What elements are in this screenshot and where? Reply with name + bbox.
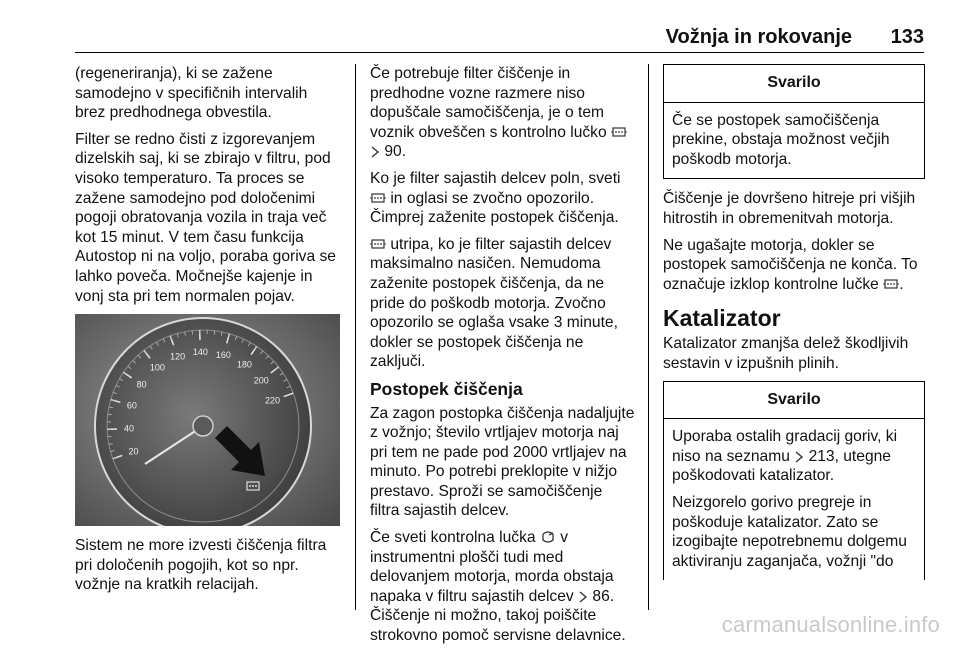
- paragraph: Ne ugašajte motorja, dokler se postopek samočiščenja ne konča. To označuje izklop kontrolne lučke .: [663, 236, 925, 295]
- page-title: Vožnja in rokovanje: [666, 26, 852, 49]
- page-header: [75, 24, 924, 52]
- gauge-label: 60: [127, 401, 137, 411]
- warning-body: [664, 419, 924, 580]
- paragraph: Če potrebuje filter čiščenje in predhodne vozne razmere niso dopuščale samočiščenja, je o tem voznik obveščen s kontrolno lučko 90.: [370, 64, 635, 162]
- gauge-label: 180: [237, 360, 252, 370]
- column-3: [663, 64, 925, 580]
- warning-body: [664, 103, 924, 179]
- warning-text: Uporaba ostalih gradacij goriv, ki niso na seznamu 213, utegne poškodovati katalizator.: [672, 427, 916, 486]
- paragraph: Za zagon postopka čiščenja nadaljujte z vožnjo; število vrtljajev motorja naj pri tem ne pade pod 2000 vrtljajev na minuto. Po potrebi preklopite v nižjo prestavo. Sproži se samočiščenje filtra sajastih delcev.: [370, 404, 635, 522]
- watermark: carmanualsonline.info: [722, 612, 940, 638]
- gauge-label: 200: [254, 376, 269, 386]
- warning-title: Svarilo: [664, 382, 924, 420]
- column-divider: [648, 64, 649, 610]
- paragraph: Če sveti kontrolna lučka v instrumentni plošči tudi med delovanjem motorja, morda obstaja napaka v filtru sajastih delcev 86. Čiščenje ni možno, takoj poiščite strokovno pomoč servisne delavnice.: [370, 528, 635, 646]
- header-rule: [75, 52, 924, 53]
- warning-text: Če se postopek samočiščenja prekine, obstaja možnost večjih poškodb motorja.: [672, 111, 916, 170]
- warning-box: [663, 381, 925, 581]
- page-number: 133: [891, 26, 924, 49]
- paragraph: utripa, ko je filter sajastih delcev maksimalno nasičen. Nemudoma zaženite postopek čiščenja, da ne pride do poškodb motorja. Zvočno opozorilo se oglaša vsake 3 minute, dokler se postopek čiščenja ne zaključi.: [370, 235, 635, 372]
- dpf-warning-icon: [611, 125, 627, 139]
- gauge-label: 120: [170, 352, 185, 362]
- paragraph: Sistem ne more izvesti čiščenja filtra pri določenih pogojih, kot so npr. vožnje na kratkih relacijah.: [75, 536, 340, 595]
- paragraph: Katalizator zmanjša delež škodljivih sestavin v izpušnih plinih.: [663, 334, 925, 373]
- gauge-label: 40: [124, 424, 134, 434]
- warning-text: Neizgorelo gorivo pregreje in poškoduje katalizator. Zato se izogibajte nepotrebnemu dolgemu aktiviranju zaganjača, vožnji "do: [672, 493, 916, 571]
- paragraph: Čiščenje je dovršeno hitreje pri višjih hitrostih in obremenitvah motorja.: [663, 189, 925, 228]
- gauge-label: 160: [216, 350, 231, 360]
- gauge-label: 220: [265, 396, 280, 406]
- column-2: [370, 64, 635, 653]
- page-reference-icon: [794, 451, 804, 463]
- paragraph: Ko je filter sajastih delcev poln, sveti in oglasi se zvočno opozorilo. Čimprej zaženite postopek čiščenja.: [370, 169, 635, 228]
- gauge-label: 140: [193, 347, 208, 357]
- paragraph: (regeneriranja), ki se zažene samodejno v specifičnih intervalih brez predhodnega obvestila.: [75, 64, 340, 123]
- dpf-warning-icon: [370, 237, 386, 251]
- speedometer-illustration: [75, 314, 340, 526]
- paragraph: Filter se redno čisti z izgorevanjem dizelskih saj, ki se zbirajo v filtru, pod visoko temperaturo. Ta proces se zažene samodejno pod določenimi pogoji obratovanja vozila in traja več kot 15 minut. V tem času funkcija Autostop ni na voljo, poraba goriva se lahko poveča. Močnejše kajenje in vonj sta pri tem normalen pojav.: [75, 130, 340, 306]
- gauge-label: 20: [128, 446, 138, 456]
- column-1: [75, 64, 340, 602]
- engine-warning-icon: [540, 530, 556, 544]
- page-reference-icon: [370, 146, 380, 158]
- instrument-cluster-image: [75, 314, 340, 526]
- column-divider: [355, 64, 356, 610]
- gauge-label: 100: [150, 363, 165, 373]
- dpf-warning-icon: [883, 277, 899, 291]
- dpf-warning-icon: [370, 191, 386, 205]
- section-heading: Postopek čiščenja: [370, 380, 635, 400]
- warning-title: Svarilo: [664, 65, 924, 103]
- needle-hub: [193, 416, 213, 436]
- page-reference-icon: [578, 591, 588, 603]
- section-heading: Katalizator: [663, 304, 925, 332]
- gauge-label: 80: [137, 380, 147, 390]
- warning-box: [663, 64, 925, 179]
